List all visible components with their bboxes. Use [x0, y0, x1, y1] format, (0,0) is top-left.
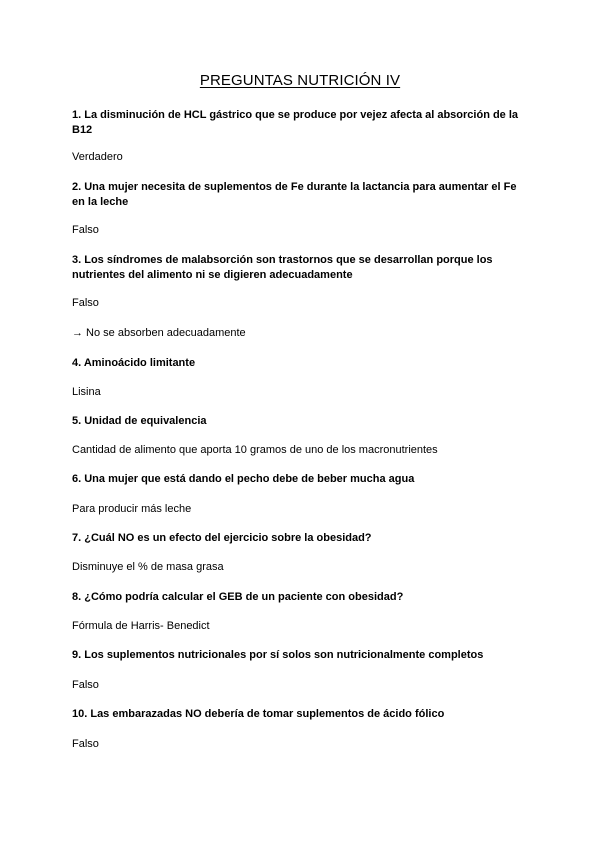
- qa-item-10: [72, 707, 532, 722]
- question-5: 5. Unidad de equivalencia: [72, 415, 207, 427]
- answer-10: Falso: [72, 738, 99, 750]
- answer-3: Falso: [72, 297, 99, 309]
- answer-6: Para producir más leche: [72, 503, 192, 515]
- question-1: 1. La disminución de HCL gástrico que se produce por vejez afecta al absorción de la B12: [72, 109, 519, 136]
- qa-item-6: [72, 472, 532, 487]
- qa-item-7: [72, 531, 532, 546]
- note-block-3: [72, 326, 532, 341]
- page-title: PREGUNTAS NUTRICIÓN IV: [199, 72, 401, 89]
- answer-block-9: [72, 678, 532, 693]
- answer-block-4: [72, 385, 532, 400]
- answer-block-1: [72, 150, 532, 165]
- answer-2: Falso: [72, 224, 99, 236]
- answer-block-6: [72, 502, 532, 517]
- question-2: 2. Una mujer necesita de suplementos de Fe durante la lactancia para aumentar el Fe en la leche: [72, 181, 517, 208]
- question-3: 3. Los síndromes de malabsorción son trastornos que se desarrollan porque los nutrientes del alimento ni se digieren adecuadamente: [72, 254, 493, 281]
- qa-item-1: [72, 108, 532, 138]
- answer-block-5: [72, 443, 532, 458]
- answer-8: Fórmula de Harris- Benedict: [72, 620, 210, 632]
- answer-block-10: [72, 737, 532, 752]
- question-6: 6. Una mujer que está dando el pecho debe de beber mucha agua: [72, 473, 415, 485]
- question-8: 8. ¿Cómo podría calcular el GEB de un paciente con obesidad?: [72, 591, 404, 603]
- qa-item-4: [72, 356, 532, 371]
- answer-5: Cantidad de alimento que aporta 10 gramos de uno de los macronutrientes: [72, 444, 438, 456]
- answer-1: Verdadero: [72, 151, 123, 163]
- answer-block-8: [72, 619, 532, 634]
- question-4: 4. Aminoácido limitante: [72, 357, 196, 369]
- answer-block-3: [72, 296, 532, 311]
- question-10: 10. Las embarazadas NO debería de tomar suplementos de ácido fólico: [72, 708, 445, 720]
- answer-4: Lisina: [72, 386, 101, 398]
- qa-item-2: [72, 180, 532, 210]
- question-7: 7. ¿Cuál NO es un efecto del ejercicio sobre la obesidad?: [72, 532, 372, 544]
- qa-item-3: [72, 253, 532, 283]
- qa-item-5: [72, 414, 532, 429]
- note-3: → No se absorben adecuadamente: [72, 327, 246, 339]
- question-9: 9. Los suplementos nutricionales por sí solos son nutricionalmente completos: [72, 649, 484, 661]
- answer-block-7: [72, 560, 532, 575]
- answer-block-2: [72, 223, 532, 238]
- qa-item-8: [72, 590, 532, 605]
- qa-item-9: [72, 648, 532, 663]
- answer-7: Disminuye el % de masa grasa: [72, 561, 224, 573]
- answer-9: Falso: [72, 679, 99, 691]
